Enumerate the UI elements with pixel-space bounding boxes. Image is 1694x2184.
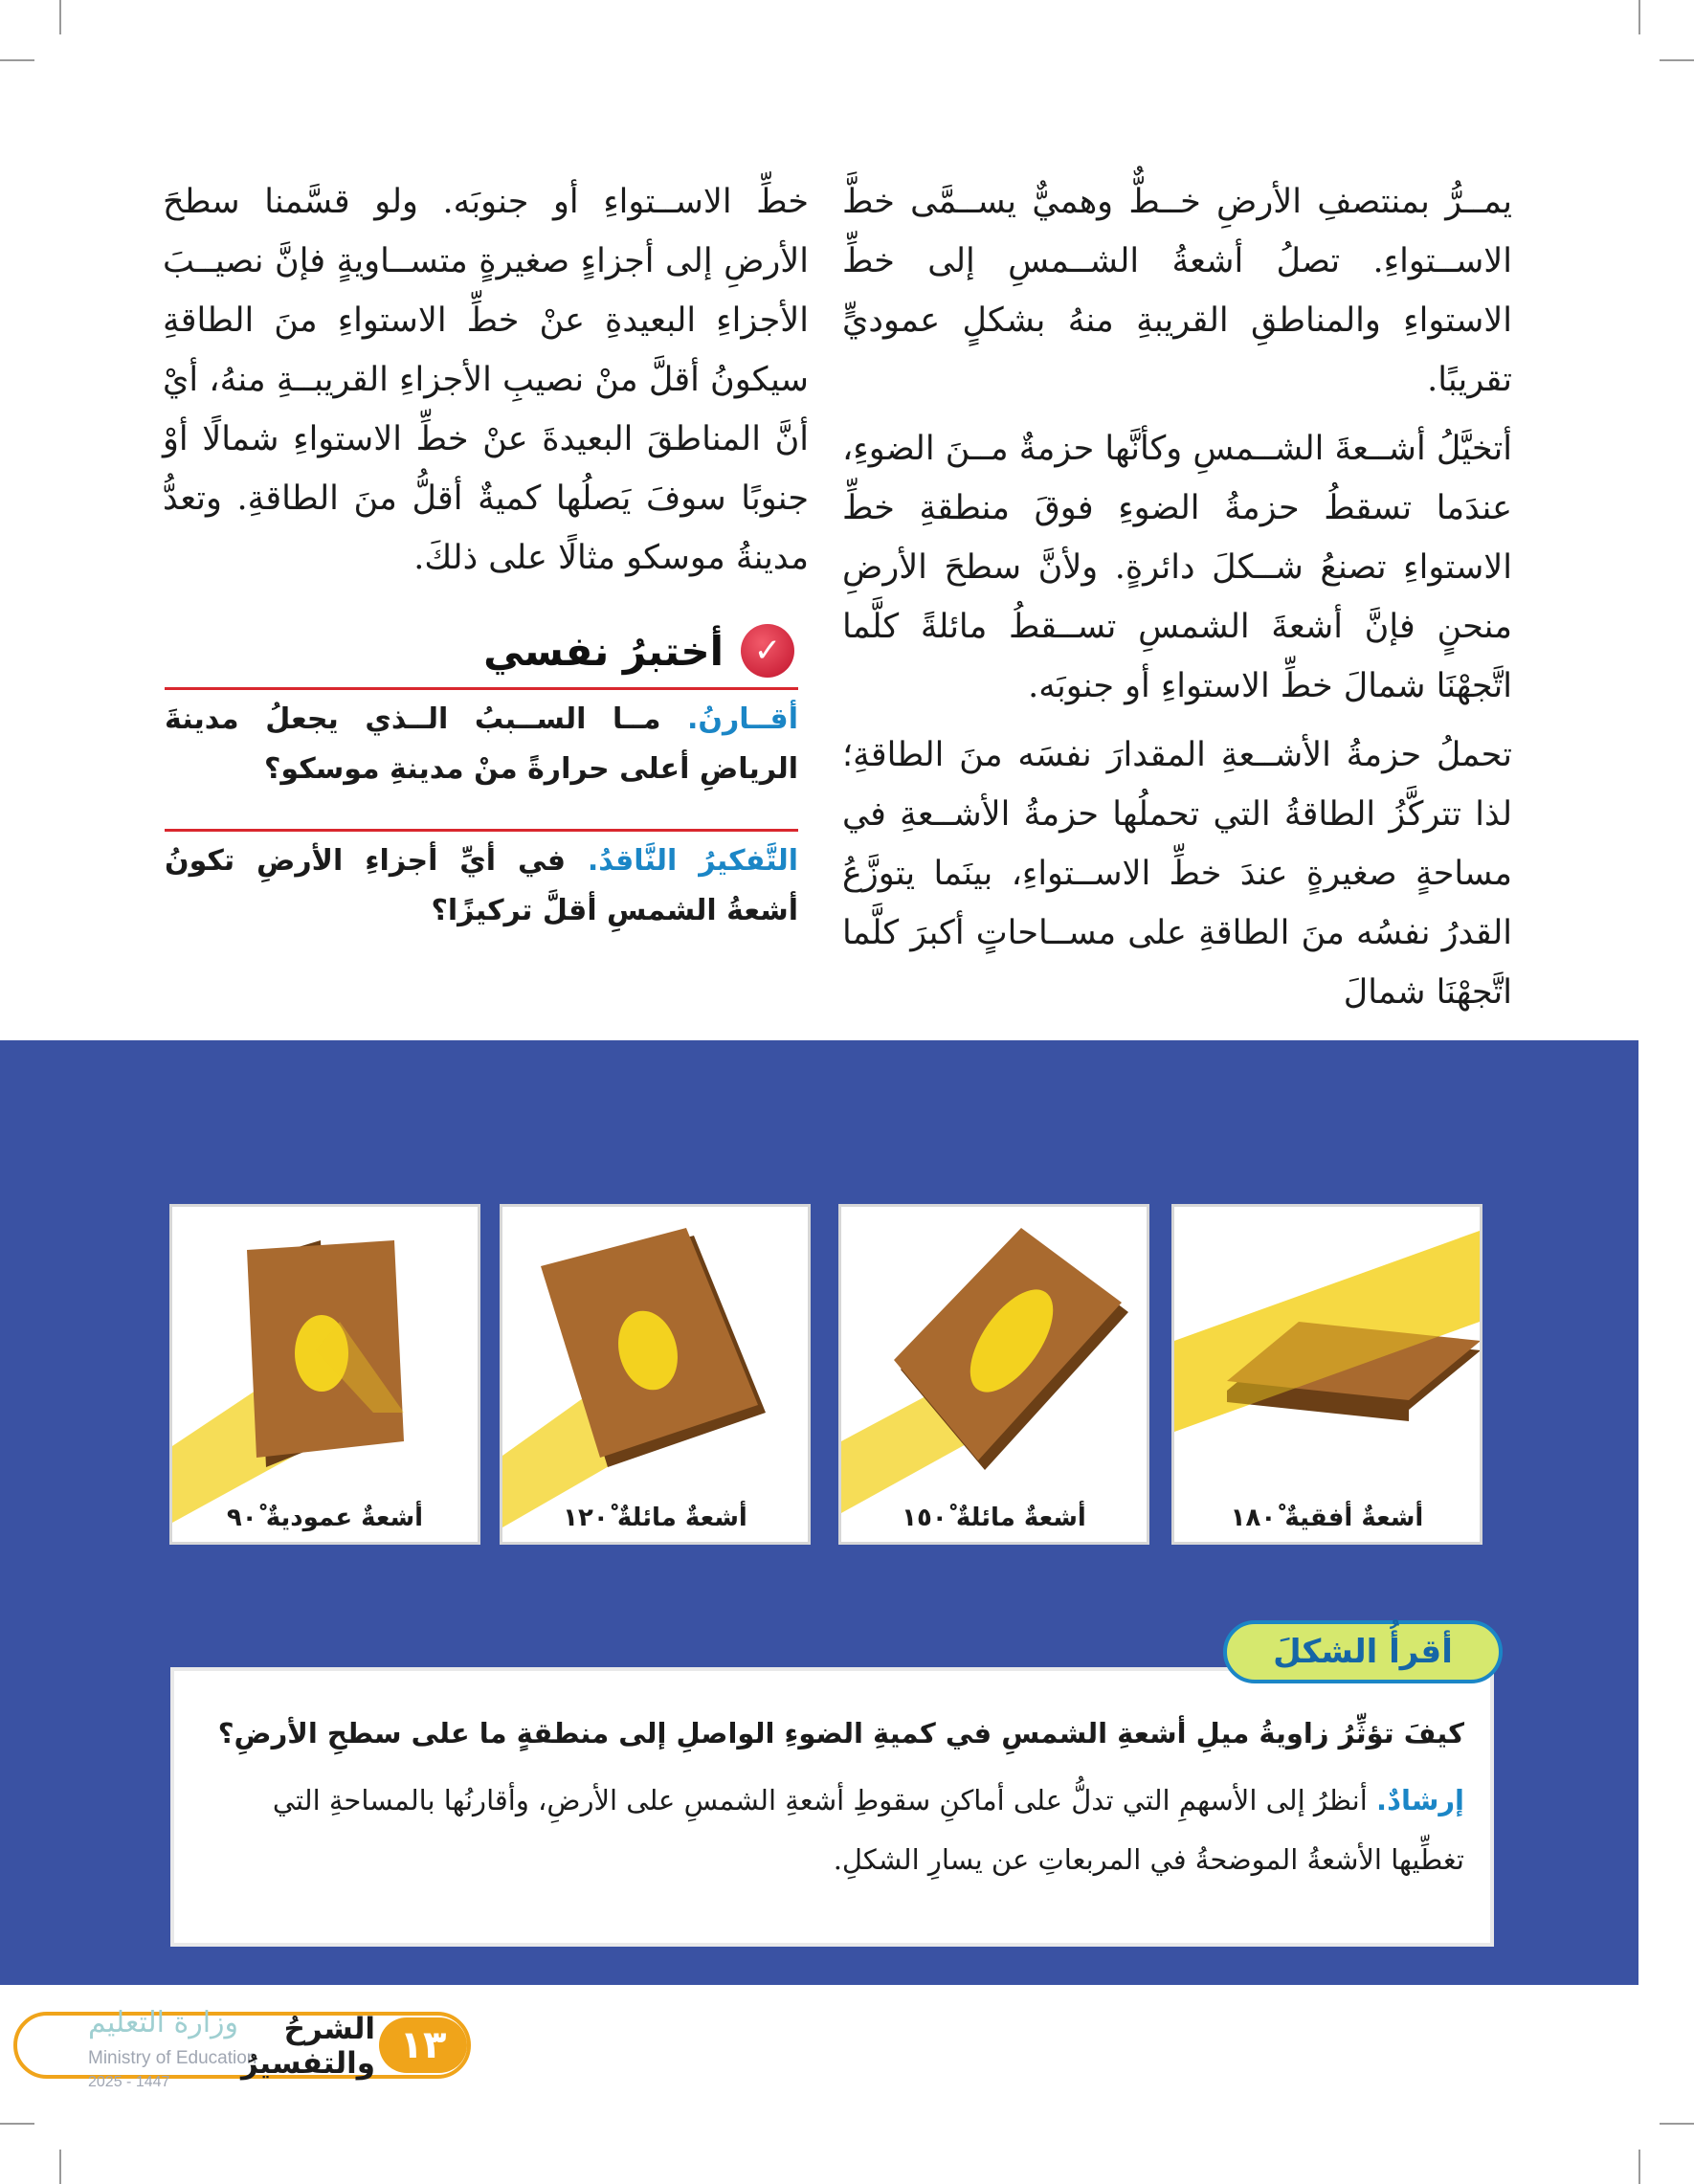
- check-icon: ✓: [741, 624, 794, 678]
- question-lead: التَّفكيرُ النَّاقدُ.: [587, 844, 798, 878]
- divider: [165, 687, 798, 690]
- crop-mark: [1660, 2123, 1694, 2125]
- divider: [165, 829, 798, 832]
- paragraph: تحملُ حزمةُ الأشــعةِ المقدارَ نفسَه منَ الطاقةِ؛ لذا تتركَّزُ الطاقةُ التي تحملُها حزمةُ الأشــعةِ في مساحةٍ صغيرةٍ عندَ خطِّ الاســتواءِ، بينَما يتوزَّعُ القدرُ نفسُه منَ الطاقةِ على مســاحاتٍ أكبرَ كلَّما اتَّجهْنَا شمالَ: [842, 736, 1512, 1012]
- hint-lead: إرشادٌ.: [1376, 1784, 1464, 1816]
- crop-mark: [59, 2150, 61, 2184]
- crop-mark: [0, 59, 34, 61]
- sun-angle-illustration: [172, 1207, 478, 1542]
- ministry-name-english: Ministry of Education: [88, 2048, 257, 2068]
- page-number: ١٣: [379, 2017, 467, 2073]
- body-column-left: [163, 172, 809, 597]
- question-lead: أقــارنُ.: [687, 702, 798, 736]
- figure-frame-oblique-150: [838, 1204, 1149, 1545]
- read-figure-question: كيفَ تؤثِّرُ زاويةُ ميلِ أشعةِ الشمسِ في كميةِ الضوءِ الواصلِ إلى منطقةٍ ما على سطحِ الأرضِ؟: [217, 1717, 1464, 1749]
- sun-angle-illustration: [841, 1207, 1147, 1542]
- figure-caption: أشعةٌ أفقيةٌ ١٨٠ْ: [1230, 1504, 1424, 1532]
- figure-caption: أشعةٌ مائلةٌ ١٢٠ْ: [563, 1504, 747, 1532]
- self-test-question: [165, 695, 798, 794]
- self-test-title: أختبرُ نفسي: [483, 627, 724, 675]
- figure-frame-perpendicular: [169, 1204, 480, 1545]
- crop-mark: [0, 2123, 34, 2125]
- question-text: في أيِّ أجزاءِ الأرضِ تكونُ أشعةُ الشمسِ أقلَّ تركيزًا؟: [165, 844, 798, 927]
- figure-frame-oblique-120: [500, 1204, 811, 1545]
- crop-mark: [59, 0, 61, 34]
- paragraph: أتخيَّلُ أشــعةَ الشــمسِ وكأنَّها حزمةٌ مــنَ الضوءِ، عندَما تسقطُ حزمةُ الضوءِ فوقَ منطقةِ خطِّ الاستواءِ تصنعُ شــكلَ دائرةٍ. ولأنَّ سطحَ الأرضِ منحنٍ فإنَّ أشعةَ الشمسِ تســقطُ مائلةً كلَّما اتَّجهْنَا شمالَ خطِّ الاستواءِ أو جنوبَه.: [842, 430, 1512, 705]
- ministry-name-arabic: وزارة التعليم: [88, 2006, 239, 2039]
- edition-year: 2025 - 1447: [88, 2074, 170, 2090]
- self-test-heading: [431, 617, 794, 684]
- paragraph: يمــرُّ بمنتصفِ الأرضِ خــطٌّ وهميٌّ يســمَّى خطَّ الاســتواءِ. تصلُ أشعةُ الشــمسِ إلى خطِّ الاستواءِ والمناطقِ القريبةِ منهُ بشكلٍ عموديٍّ تقريبًا.: [842, 183, 1512, 399]
- crop-mark: [1638, 0, 1640, 34]
- figure-caption: أشعةٌ مائلةٌ ١٥٠ْ: [902, 1504, 1086, 1532]
- sun-angle-illustration: [1174, 1207, 1480, 1542]
- question-text: مــا الســببُ الــذي يجعلُ مدينةَ الرياضِ أعلى حرارةً منْ مدينةِ موسكو؟: [165, 702, 798, 786]
- read-figure-tab: أقرأُ الشكلَ: [1223, 1620, 1503, 1683]
- figure-caption: أشعةٌ عموديةٌ ٩٠ْ: [226, 1504, 424, 1532]
- crop-mark: [1638, 2150, 1640, 2184]
- crop-mark: [1660, 59, 1694, 61]
- section-title: الشرحُ والتفسيرُ: [241, 2012, 375, 2081]
- self-test-question: [165, 836, 798, 936]
- read-figure-hint: [201, 1771, 1464, 1889]
- paragraph: خطِّ الاســتواءِ أو جنوبَه. ولو قسَّمنا سطحَ الأرضِ إلى أجزاءٍ صغيرةٍ متســاويةٍ فإنَّ نصيــبَ الأجزاءِ البعيدةِ عنْ خطِّ الاستواءِ منَ الطاقةِ سيكونُ أقلَّ منْ نصيبِ الأجزاءِ القريبــةِ منهُ، أيْ أنَّ المناطقَ البعيدةَ عنْ خطِّ الاستواءِ شمالًا أوْ جنوبًا سوفَ يَصلُها كميةٌ أقلُّ منَ الطاقةِ. وتعدُّ مدينةُ موسكو مثالًا على ذلكَ.: [163, 183, 809, 577]
- figure-frame-horizontal: [1171, 1204, 1482, 1545]
- body-column-right: [842, 172, 1512, 1032]
- sun-angle-illustration: [502, 1207, 808, 1542]
- hint-text: أنظرُ إلى الأسهمِ التي تدلُّ على أماكنِ سقوطِ أشعةِ الشمسِ على الأرضِ، وأقارنُها بالمساحةِ التي تغطِّيها الأشعةُ الموضحةُ في المربعاتِ عن يسارِ الشكلِ.: [272, 1784, 1464, 1876]
